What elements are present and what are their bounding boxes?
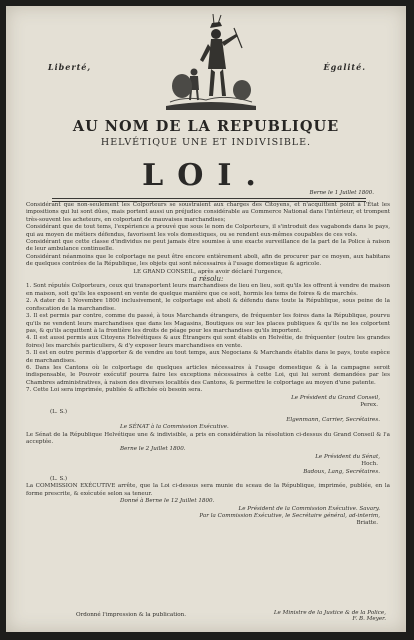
law-date: Berne le 1 Juillet 1800. — [307, 190, 374, 196]
seal-mark-1: (L. S.) — [50, 409, 68, 416]
article-4: 4. Il est aussi permis aux Citoyens Helvétiques & aux Étrangers qui sont établis en Helvétie, de fréquenter (outre les grandes foires) les marchés particuliers, & d'y exposer leurs marchandises en vente. — [26, 335, 390, 349]
considerant-2: Considérant que de tout tems, l'expérience a prouvé que sous le nom de Colporteurs, il s'introduit des vagabonds dans le pays, qui au moyen de métiers défendus, favorisent les vols domestiques, ou se rendent eux-mêmes coupables de ces vols. — [26, 224, 390, 238]
allegorical-vignette-image — [156, 14, 266, 114]
title-loi: LOI. — [142, 158, 270, 193]
senat-text: Le Sénat de la République Helvétique une & indivisible, a pris en considération la résolution ci-dessus du Grand Conseil & l'a acceptée. — [26, 431, 390, 445]
considerant-3: Considérant que cette classe d'individus ne peut jamais être soumise à une exacte surveillance de la part de la Police à raison de leur ambulance continuelle. — [26, 239, 390, 253]
seal-mark-2: (L. S.) — [50, 476, 68, 483]
gc-secretaries: Elgenmann, Carrier, Secrétaires. — [286, 416, 380, 423]
heading-republique: AU NOM DE LA REPUBLIQUE — [72, 118, 340, 135]
article-2: 2. A dater du 1 Novembre 1800 inclusivement, le colportage est aboli & défendu dans toute la République, sous peine de la confiscation de la marchandise. — [26, 298, 390, 312]
resolu-heading: a résolu: — [192, 275, 224, 284]
order-print: Ordonné l'impression & la publication. — [76, 612, 187, 618]
commission-secretary: Par la Commission Exécutive, le Secrétaire général, ad-interim, — [199, 513, 380, 520]
article-5: 5. Il est en outre permis d'apporter & de vendre au tout temps, aux Negocians & Marchands établis dans le pays, toute espèce de marchandises. — [26, 350, 390, 364]
article-3: 3. Il est permis par contre, comme du passé, à tous Marchands étrangers, de fréquenter les foires dans la République, pourvu qu'ils ne vendent leurs marchandises que dans les Magasins, Boutiques ou sur les places publiques & qu'ils ne les colportent pas, & qu'ils acquittent à la frontière les droits de péage pour les marchandises qu'ils importent. — [26, 313, 390, 334]
commission-secretary-name: Briatte. — [356, 520, 378, 527]
law-body — [26, 202, 390, 528]
motto-liberte: Liberté, — [48, 62, 92, 72]
senat-approval: Le SÉNAT à la Commission Exécutive. — [120, 424, 229, 431]
grand-conseil-intro: LE GRAND CONSEIL, après avoir déclaré l'urgence, — [133, 268, 283, 275]
minister-signature — [274, 610, 386, 622]
senat-date: Berne le 2 Juillet 1800. — [120, 446, 186, 453]
senat-president-title: Le Président du Sénat, — [315, 453, 380, 460]
divider-top — [52, 198, 366, 199]
commission-president: Le Président de la Commission Exécutive. Savary. — [238, 505, 380, 512]
gc-president-title: Le Président du Grand Conseil, — [291, 394, 380, 401]
article-6: 6. Dans les Cantons où le colportage de quelques articles nécessaires à l'usage domestique & à la campagne seroit indispensable, le Pouvoir exécutif pourra faire les exceptions nécessaires à cette Loi, qui lui seront demandées par les Chambres administratives, à raison des diverses localités des Cantons, & permettre le colportage au moyen d'une patente. — [26, 364, 390, 386]
senat-president-name: Hoch. — [361, 461, 378, 468]
minister-name: F. B. Meyer. — [352, 616, 386, 622]
subheading-helvetique: HELVÉTIQUE UNE ET INDIVISIBLE. — [100, 137, 312, 148]
considerant-1: Considérant que non-seulement les Colporteurs se soustraient aux charges des Citoyens, et n'acquittent point à l'État les impositions qui lui sont dûes, mais portent aussi un préjudice considérable au Commerce National dans l'intérieur, et trompent très-souvent les acheteurs, en colportant de mauvaises marchandises; — [26, 202, 390, 223]
commission-date: Donné à Berne le 12 Juillet 1800. — [120, 498, 215, 505]
article-1: 1. Sont réputés Colporteurs, ceux qui transportent leurs marchandises de lieu en lieu, soit qu'ils les offrent à vendre de maison en maison, soit qu'ils les exposent en vente de quelque manière que ce soit, hormis les tems de foires & de marchés. — [26, 283, 390, 297]
considerant-4: Considérant néanmoins que le colportage ne peut être encore entièrement aboli, afin de procurer par ce moyen, aux habitans de quelques contrées de la République, les objets qui sont nécessaires à l'usage domestique & agricole. — [26, 253, 390, 268]
document-sheet — [6, 6, 406, 632]
motto-egalite: Égalité. — [323, 62, 366, 72]
article-7: 7. Cette Loi sera imprimée, publiée & affichée où besoin sera. — [26, 387, 203, 394]
minister-title: Le Ministre de la Justice & de la Police, — [273, 610, 386, 616]
commission-text: La COMMISSION EXÉCUTIVE arrête, que la Loi ci-dessus sera munie du sceau de la République, imprimée, publiée, en la forme prescrite, & exécutée selon sa teneur. — [26, 483, 390, 497]
gc-president-name: Perex. — [360, 401, 378, 408]
senat-secretaries: Badoux, Lang, Secrétaires. — [303, 468, 380, 475]
